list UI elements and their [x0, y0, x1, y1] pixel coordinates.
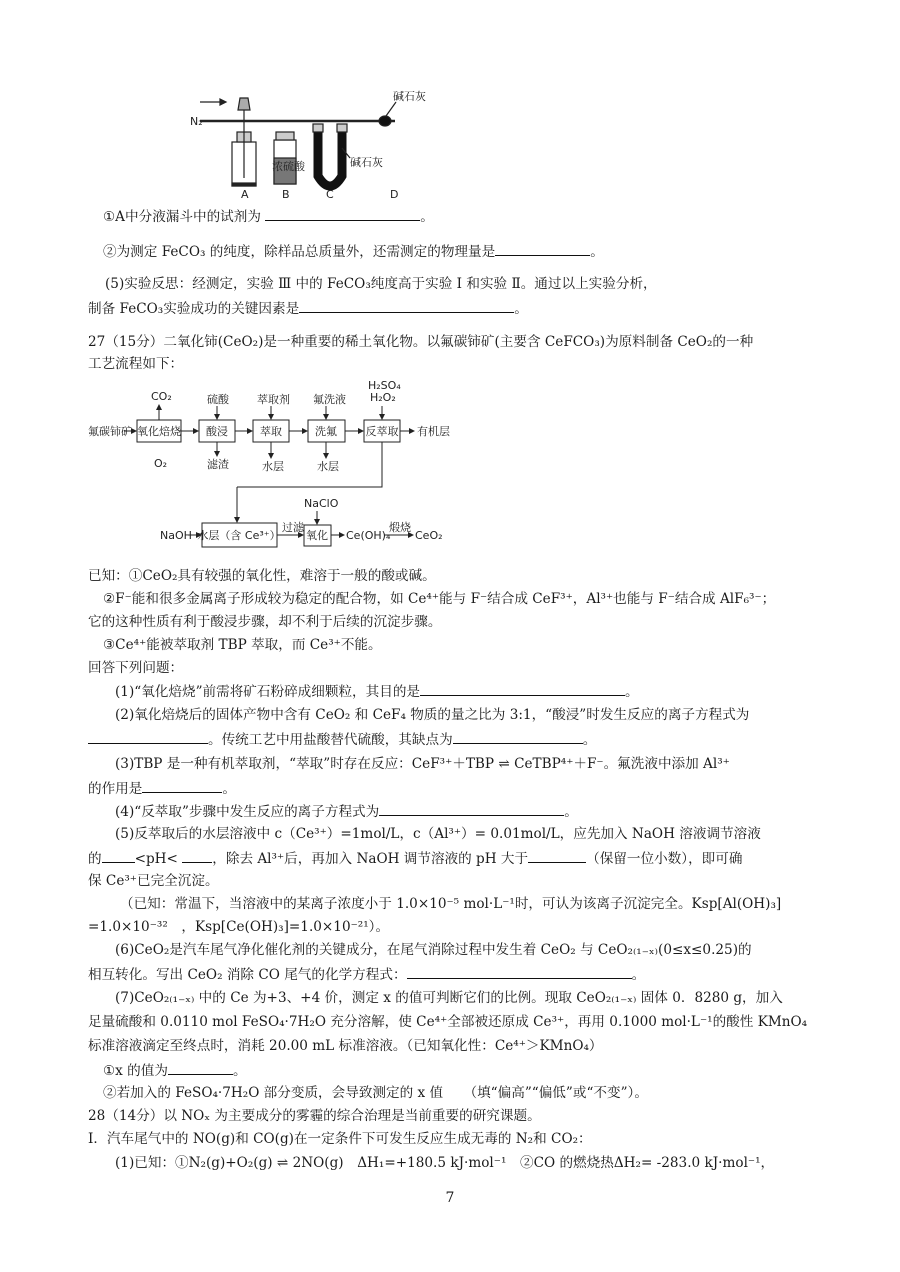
- text-line: [88, 964, 645, 985]
- text-line: [88, 1129, 592, 1149]
- text-line: [103, 241, 604, 262]
- text-segment: 它的这种性质有利于酸浸步骤，却不利于后续的沉淀步骤。: [88, 614, 442, 630]
- text-line: [88, 658, 183, 678]
- text-line: [103, 206, 434, 227]
- text-line: [88, 1012, 807, 1032]
- text-segment: 相互转化。写出 CeO₂ 消除 CO 尾气的化学方程式：: [88, 967, 407, 983]
- text-segment: （已知：常温下，当溶液中的某离子浓度小于 1.0×10⁻⁵ mol·L⁻¹时，可认为该离子沉淀完全。Ksp[Al(OH)₃]: [120, 896, 782, 912]
- text-segment: ②若加入的 FeSO₄·7H₂O 部分变质，会导致测定的 x 值 （填“偏高”“偏低”或“不变”）。: [103, 1085, 648, 1101]
- text-line: [88, 354, 183, 374]
- answer-blank[interactable]: [299, 298, 514, 313]
- apparatus-label-b: B: [282, 188, 290, 201]
- answer-blank[interactable]: [407, 964, 632, 979]
- text-segment: (5)反萃取后的水层溶液中 c（Ce³⁺）=1mol/L，c（Al³⁺）= 0.01mol/L，应先加入 NaOH 溶液调节溶液: [115, 826, 761, 842]
- flow-step-extraction: 萃取: [260, 425, 282, 438]
- nitrogen-label: N₂: [190, 115, 203, 128]
- text-segment: 。: [514, 301, 528, 317]
- text-segment: (6)CeO₂是汽车尾气净化催化剂的关键成分，在尾气消除过程中发生着 CeO₂ 与 CeO₂₍₁₋ₓ₎(0≤x≤0.25)的: [115, 942, 752, 958]
- text-segment: 。: [222, 781, 236, 797]
- text-line: [103, 635, 382, 655]
- text-line: [103, 589, 775, 609]
- text-segment: 工艺流程如下：: [88, 356, 184, 372]
- flow-naoh: NaOH: [160, 529, 192, 542]
- text-line: [88, 1106, 541, 1126]
- flow-fluoride-wash: 氟洗液: [313, 393, 346, 406]
- flow-residue: 滤渣: [207, 458, 229, 471]
- text-line: [103, 1083, 648, 1103]
- text-segment: 已知：①CeO₂具有较强的氧化性，难溶于一般的酸或碱。: [88, 568, 436, 584]
- text-segment: 。: [590, 244, 604, 260]
- text-line: [88, 332, 753, 352]
- text-line: [88, 848, 742, 869]
- flow-step-back-extraction: 反萃取: [365, 425, 399, 438]
- text-segment: (7)CeO₂₍₁₋ₓ₎ 中的 Ce 为+3、+4 价，测定 x 的值可判断它们的比例。现取 CeO₂₍₁₋ₓ₎ 固体 0．8280 g，加入: [115, 990, 783, 1006]
- text-segment: ，除去 Al³⁺后，再加入 NaOH 调节溶液的 pH 大于: [212, 851, 529, 867]
- flow-h2so4: H₂SO₄: [368, 379, 401, 392]
- flow-ce-oh-4: Ce(OH)₄: [346, 529, 391, 542]
- text-segment: I．汽车尾气中的 NO(g)和 CO(g)在一定条件下可发生反应生成无毒的 N₂和 CO₂：: [88, 1131, 592, 1147]
- text-segment: 。: [232, 1063, 247, 1079]
- flow-extractant: 萃取剂: [257, 393, 290, 406]
- text-line: [88, 566, 436, 586]
- text-segment: (4)“反萃取”步骤中发生反应的离子方程式为: [115, 804, 380, 820]
- text-line: [120, 894, 781, 914]
- text-segment: （保留一位小数），即可确: [586, 851, 743, 867]
- flow-organic-layer: 有机层: [417, 425, 450, 438]
- flow-step-oxidation: 氧化: [306, 529, 328, 542]
- text-line: [103, 1060, 247, 1081]
- text-segment: 。传统工艺中用盐酸替代硫酸，其缺点为: [208, 732, 453, 748]
- text-segment: 。: [564, 804, 578, 820]
- flow-water-layer-2: 水层: [317, 460, 339, 473]
- flow-h2o2: H₂O₂: [370, 391, 396, 404]
- text-segment: 制备 FeCO₃实验成功的关键因素是: [88, 301, 300, 317]
- flow-ceo2: CeO₂: [415, 529, 443, 542]
- answer-blank[interactable]: [182, 848, 212, 863]
- text-line: [115, 801, 578, 822]
- text-line: [88, 1036, 603, 1056]
- text-line: [88, 729, 596, 750]
- text-line: [88, 298, 528, 319]
- text-segment: ②F⁻能和很多金属离子形成较为稳定的配合物，如 Ce⁴⁺能与 F⁻结合成 CeF³⁺，Al³⁺也能与 F⁻结合成 AlF₆³⁻；: [103, 591, 776, 607]
- flow-water-layer-1: 水层: [262, 460, 284, 473]
- answer-blank[interactable]: [453, 729, 583, 744]
- text-segment: 保 Ce³⁺已完全沉淀。: [88, 873, 219, 889]
- apparatus-label-c: C: [326, 188, 334, 201]
- text-segment: (5)实验反思：经测定，实验 Ⅲ 中的 FeCO₃纯度高于实验 Ⅰ 和实验 Ⅱ。通过以上实验分析，: [105, 276, 657, 292]
- text-line: [115, 754, 730, 774]
- text-line: [115, 705, 749, 725]
- text-segment: (1)已知：①N₂(g)+O₂(g) ⇌ 2NO(g) ΔH₁=+180.5 kJ·mol⁻¹ ②CO 的燃烧热ΔH₂= -283.0 kJ·mol⁻¹，: [115, 1155, 775, 1171]
- answer-blank[interactable]: [420, 681, 625, 696]
- text-line: [105, 274, 657, 294]
- text-line: [88, 778, 236, 799]
- text-segment: 回答下列问题：: [88, 660, 184, 676]
- apparatus-label-a: A: [241, 188, 249, 201]
- text-line: [88, 871, 219, 891]
- answer-blank[interactable]: [265, 206, 420, 221]
- text-segment: <pH<: [134, 851, 183, 867]
- text-segment: ①x 的值为: [103, 1063, 168, 1079]
- text-segment: 。: [420, 209, 434, 225]
- text-line: [115, 940, 752, 960]
- text-segment: 。: [631, 967, 646, 983]
- text-segment: 的: [88, 851, 102, 867]
- text-segment: (2)氧化焙烧后的固体产物中含有 CeO₂ 和 CeF₄ 物质的量之比为 3:1，“酸浸”时发生反应的离子方程式为: [115, 707, 750, 723]
- text-segment: 28（14分）以 NOₓ 为主要成分的雾霾的综合治理是当前重要的研究课题。: [88, 1108, 541, 1124]
- flow-naclo: NaClO: [304, 497, 339, 510]
- flow-sulfuric-acid: 硫酸: [207, 393, 229, 406]
- soda-lime-label-d: 碱石灰: [393, 90, 426, 103]
- flow-calcine: 煅烧: [389, 521, 411, 534]
- answer-blank[interactable]: [168, 1060, 233, 1075]
- text-line: [88, 612, 441, 632]
- text-line: [115, 681, 639, 702]
- flow-o2: O₂: [154, 457, 168, 470]
- answer-blank[interactable]: [495, 241, 590, 256]
- text-segment: =1.0×10⁻³² ，Ksp[Ce(OH)₃]=1.0×10⁻²¹）。: [88, 919, 390, 935]
- text-segment: 标准溶液滴定至终点时，消耗 20.00 mL 标准溶液。（已知氧化性：Ce⁴⁺＞KMnO₄）: [88, 1038, 603, 1054]
- text-segment: ②为测定 FeCO₃ 的纯度，除样品总质量外，还需测定的物理量是: [103, 244, 496, 260]
- text-segment: (3)TBP 是一种有机萃取剂，“萃取”时存在反应：CeF³⁺＋TBP ⇌ CeTBP⁴⁺＋F⁻。氟洗液中添加 Al³⁺: [115, 756, 730, 772]
- text-segment: (1)“氧化焙烧”前需将矿石粉碎成细颗粒，其目的是: [115, 684, 421, 700]
- page-number: 7: [445, 1190, 455, 1206]
- text-segment: 的作用是: [88, 781, 143, 797]
- text-line: [115, 824, 761, 844]
- text-line: [115, 988, 783, 1008]
- text-segment: ③Ce⁴⁺能被萃取剂 TBP 萃取，而 Ce³⁺不能。: [103, 637, 382, 653]
- apparatus-label-d: D: [390, 188, 399, 201]
- flow-filter: 过滤: [282, 521, 304, 534]
- text-segment: 。: [625, 684, 639, 700]
- flow-raw-ore: 氟碳铈矿: [88, 425, 132, 438]
- text-segment: ①A中分液漏斗中的试剂为: [103, 209, 266, 225]
- text-segment: 27（15分）二氧化铈(CeO₂)是一种重要的稀土氧化物。以氟碳铈矿(主要含 CeFCO₃)为原料制备 CeO₂的一种: [88, 334, 754, 350]
- flow-co2: CO₂: [151, 390, 172, 403]
- text-segment: 足量硫酸和 0.0110 mol FeSO₄·7H₂O 充分溶解，使 Ce⁴⁺全部被还原成 Ce³⁺，再用 0.1000 mol·L⁻¹的酸性 KMnO₄: [88, 1014, 808, 1030]
- answer-blank[interactable]: [379, 801, 564, 816]
- answer-blank[interactable]: [528, 848, 586, 863]
- flow-step-acid-leach: 酸浸: [206, 425, 228, 438]
- answer-blank[interactable]: [142, 778, 222, 793]
- text-line: [88, 917, 389, 937]
- text-line: [115, 1153, 774, 1173]
- flow-step-fluoride-wash: 洗氟: [315, 425, 337, 438]
- answer-blank[interactable]: [88, 729, 208, 744]
- flow-step-oxidative-roasting: 氧化焙烧: [137, 425, 181, 438]
- conc-sulfuric-label: 浓硫酸: [272, 160, 305, 173]
- text-segment: 。: [582, 732, 597, 748]
- answer-blank[interactable]: [102, 848, 135, 863]
- flow-step-water-layer-ce3: 水层（含 Ce³⁺）: [197, 529, 281, 542]
- soda-lime-label-c: 碱石灰: [350, 156, 383, 169]
